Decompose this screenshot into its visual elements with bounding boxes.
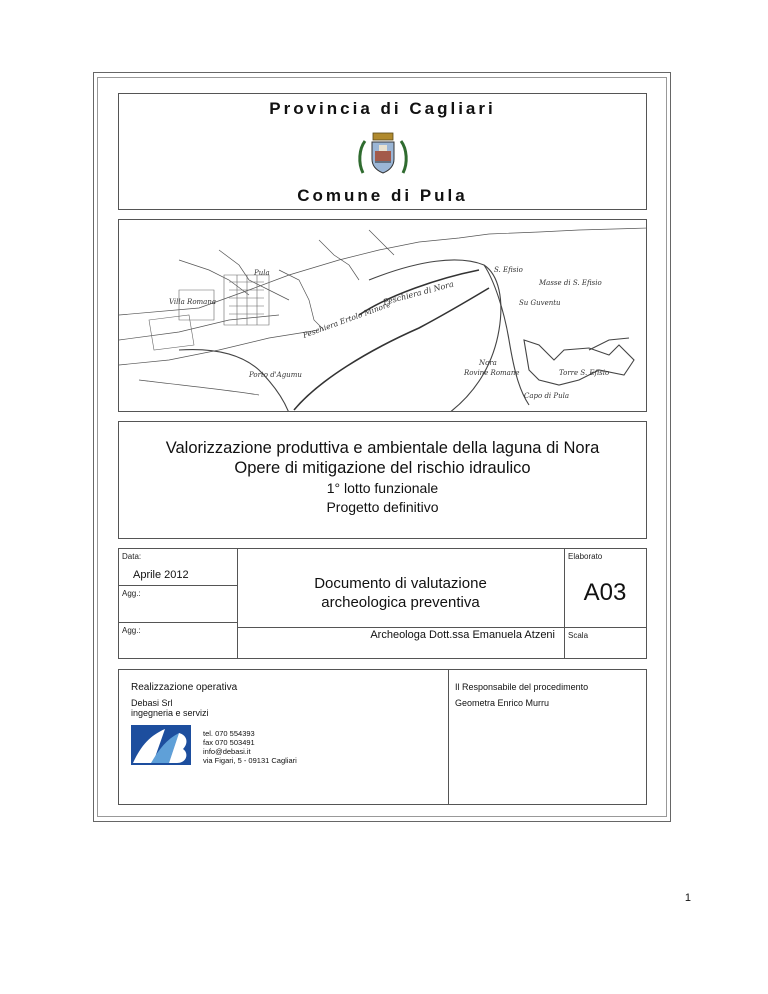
divider xyxy=(119,622,237,623)
company-address: via Figari, 5 - 09131 Cagliari xyxy=(203,756,297,765)
project-title-line1: Valorizzazione produttiva e ambientale della laguna di Nora xyxy=(165,439,600,457)
map-box xyxy=(118,219,647,412)
map-label: Rovine Romane xyxy=(464,369,520,377)
data-value: Aprile 2012 xyxy=(133,569,189,581)
divider xyxy=(237,627,564,628)
map-drawing xyxy=(119,220,647,412)
info-block xyxy=(118,548,647,659)
project-title-line4: Progetto definitivo xyxy=(326,499,439,515)
footer-block xyxy=(118,669,647,805)
coat-of-arms-icon xyxy=(357,129,409,179)
doc-title-line1: Documento di valutazione xyxy=(314,575,487,592)
map-label: Torre S. Efisio xyxy=(559,369,610,377)
map-label: Peschiera di Nora xyxy=(382,279,455,307)
divider xyxy=(119,585,237,586)
project-title-box xyxy=(118,421,647,539)
agg2-label: Agg.: xyxy=(122,626,141,635)
map-label: Capo di Pula xyxy=(524,392,570,400)
map-label: Peschiera Ertolo Minore xyxy=(301,299,392,340)
author-name: Archeologa Dott.ssa Emanuela Atzeni xyxy=(370,629,555,641)
company-name: Debasi Srl xyxy=(131,698,173,708)
header-box xyxy=(118,93,647,210)
company-subtitle: ingegneria e servizi xyxy=(131,708,209,718)
company-fax: fax 070 503491 xyxy=(203,738,255,747)
company-tel: tel. 070 554393 xyxy=(203,729,255,738)
realizzazione-label: Realizzazione operativa xyxy=(131,682,238,693)
data-label: Data: xyxy=(122,552,142,561)
map-label: Masse di S. Efisio xyxy=(539,279,602,287)
map-label: S. Efisio xyxy=(494,266,523,274)
company-email: info@debasi.it xyxy=(203,747,251,756)
comune-title: Comune di Pula xyxy=(297,186,468,205)
responsabile-label: Il Responsabile del procedimento xyxy=(455,682,589,692)
divider xyxy=(564,627,646,628)
elaborato-label: Elaborato xyxy=(568,552,603,561)
map-label: Su Guventu xyxy=(519,299,561,307)
debasi-logo-icon xyxy=(131,725,191,765)
provincia-title: Provincia di Cagliari xyxy=(269,99,496,118)
doc-title-line2: archeologica preventiva xyxy=(321,594,480,611)
project-title-line2: Opere di mitigazione del rischio idraulico xyxy=(234,459,531,477)
responsabile-name: Geometra Enrico Murru xyxy=(455,698,550,708)
map-label: Pula xyxy=(254,269,270,277)
project-title-line3: 1° lotto funzionale xyxy=(326,480,439,496)
elaborato-value: A03 xyxy=(583,579,627,606)
map-label: Porto d'Agumu xyxy=(249,371,302,379)
divider xyxy=(448,670,449,804)
map-label: Nora xyxy=(479,359,497,367)
scala-label: Scala xyxy=(568,631,589,640)
page-number: 1 xyxy=(684,892,691,904)
map-label: Villa Romana xyxy=(169,298,217,306)
agg1-label: Agg.: xyxy=(122,589,141,598)
